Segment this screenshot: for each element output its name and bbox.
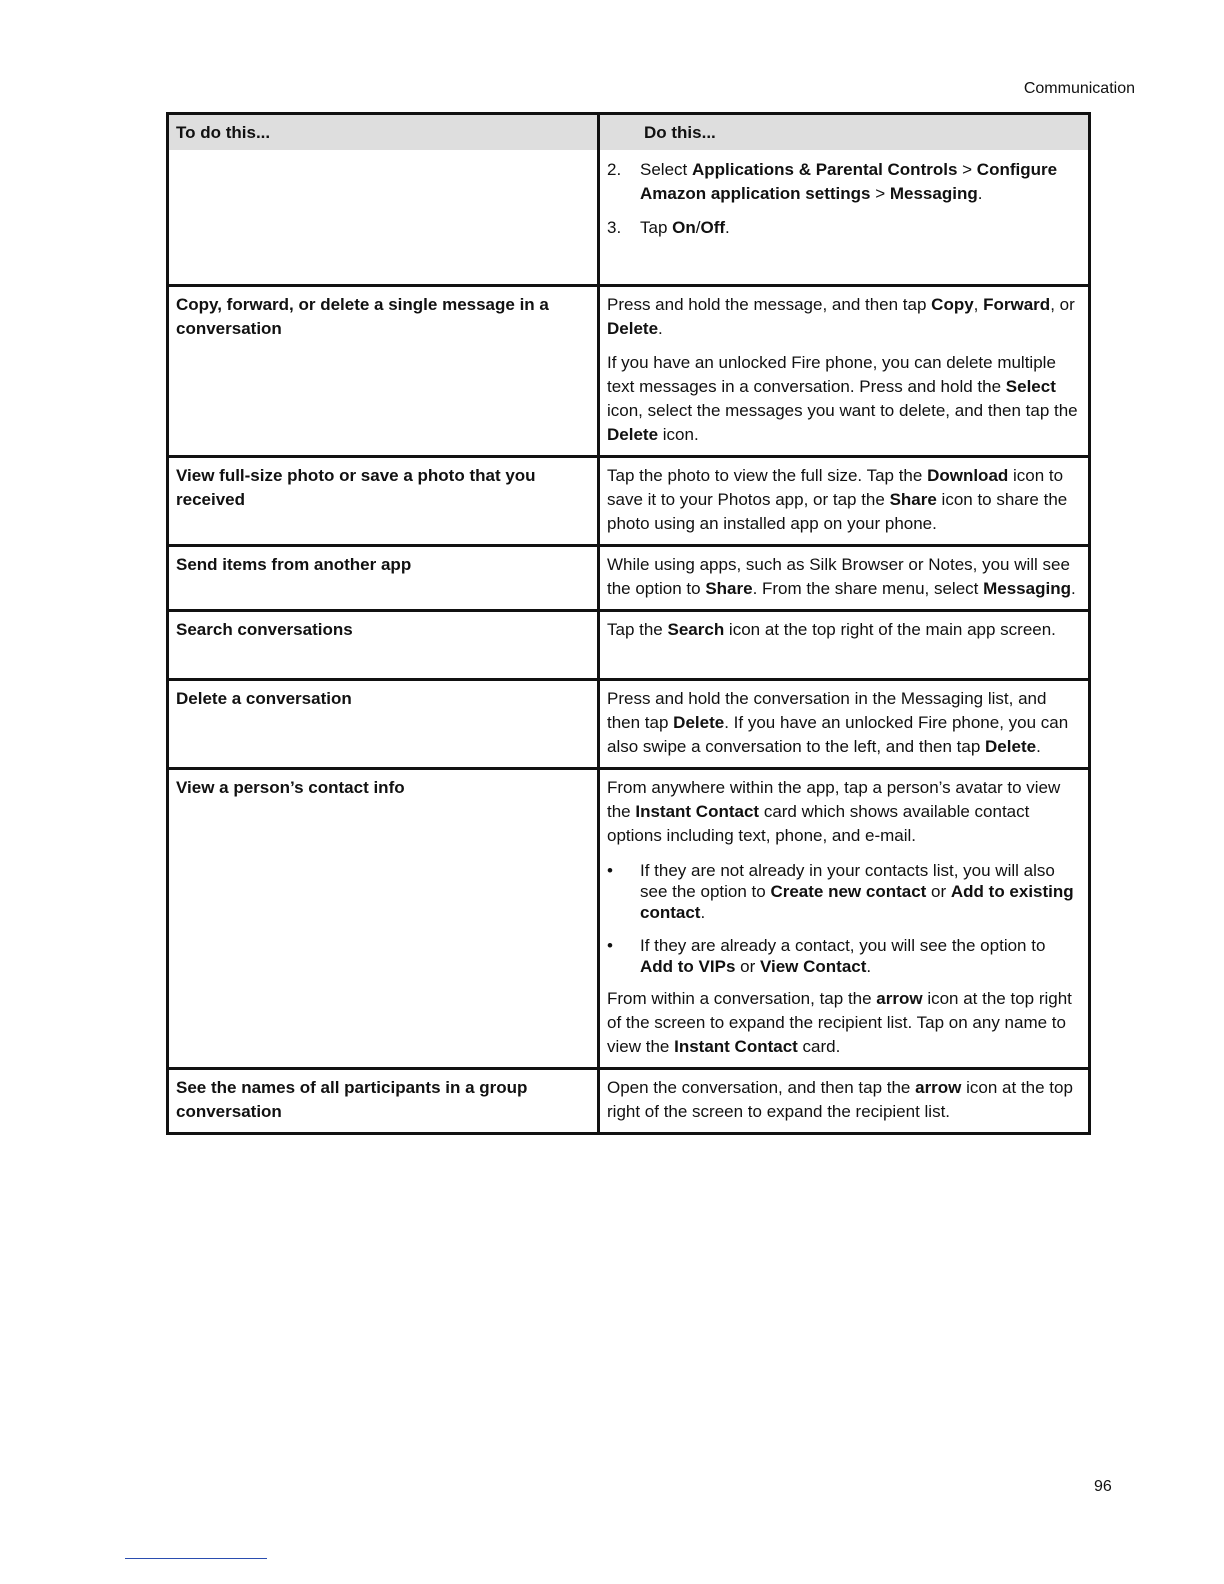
task-cell: Send items from another app	[168, 546, 599, 611]
numbered-step	[607, 158, 1082, 206]
table-row	[168, 286, 1090, 457]
instructions-table	[166, 112, 1091, 1135]
bullet-text: If they are not already in your contacts list, you will also see the option to Create new contact or Add to existing contact.	[640, 861, 1074, 922]
table-header-row	[168, 114, 1090, 151]
task-cell: See the names of all participants in a group conversation	[168, 1069, 599, 1134]
instruction-cell	[599, 457, 1090, 546]
instruction-cell	[599, 680, 1090, 769]
instruction-paragraph: Tap the Search icon at the top right of the main app screen.	[607, 620, 1056, 639]
instruction-paragraph: From within a conversation, tap the arrow icon at the top right of the screen to expand the recipient list. Tap on any name to view the Instant Contact card.	[607, 989, 1072, 1056]
step-text: Select Applications & Parental Controls > Configure Amazon application settings > Messaging.	[640, 160, 1058, 203]
footnote-divider	[125, 1558, 267, 1559]
instruction-paragraph: If you have an unlocked Fire phone, you can delete multiple text messages in a conversation. Press and hold the Select icon, select the messages you want to delete, and then tap the Delete icon.	[607, 353, 1078, 444]
instruction-cell	[599, 1069, 1090, 1134]
instruction-cell	[599, 611, 1090, 680]
instruction-paragraph: Tap the photo to view the full size. Tap the Download icon to save it to your Photos app, or tap the Share icon to share the photo using an installed app on your phone.	[607, 466, 1068, 533]
step-number: 2.	[607, 160, 622, 179]
table-row	[168, 150, 1090, 286]
instruction-paragraph: Open the conversation, and then tap the arrow icon at the top right of the screen to expand the recipient list.	[607, 1078, 1073, 1121]
bullet-mark: •	[607, 936, 613, 955]
table-row	[168, 1069, 1090, 1134]
column-header-todo: To do this...	[168, 114, 599, 151]
page-number: 96	[1094, 1478, 1112, 1495]
bullet-text: If they are already a contact, you will see the option to Add to VIPs or View Contact.	[640, 936, 1046, 976]
task-cell: View a person’s contact info	[168, 769, 599, 1069]
bullet-item	[607, 935, 1082, 977]
instruction-paragraph: From anywhere within the app, tap a person’s avatar to view the Instant Contact card which shows available contact options including text, phone, and e-mail.	[607, 778, 1061, 845]
numbered-step	[607, 216, 1082, 240]
bullet-item	[607, 860, 1082, 923]
table-row	[168, 680, 1090, 769]
task-cell	[168, 150, 599, 286]
instruction-paragraph: Press and hold the conversation in the Messaging list, and then tap Delete. If you have an unlocked Fire phone, you can also swipe a conversation to the left, and then tap Delete.	[607, 689, 1069, 756]
task-cell: Search conversations	[168, 611, 599, 680]
task-cell: Copy, forward, or delete a single message in a conversation	[168, 286, 599, 457]
instruction-cell	[599, 769, 1090, 1069]
table-row	[168, 546, 1090, 611]
step-number: 3.	[607, 218, 622, 237]
section-header: Communication	[1023, 80, 1135, 97]
task-cell: Delete a conversation	[168, 680, 599, 769]
step-text: Tap On/Off.	[640, 218, 730, 237]
table-row	[168, 769, 1090, 1069]
instruction-cell	[599, 150, 1090, 286]
bullet-mark: •	[607, 861, 613, 880]
instruction-paragraph: While using apps, such as Silk Browser or Notes, you will see the option to Share. From the share menu, select Messaging.	[607, 555, 1076, 598]
table-row	[168, 457, 1090, 546]
table-row	[168, 611, 1090, 680]
instruction-paragraph: Press and hold the message, and then tap Copy, Forward, or Delete.	[607, 295, 1075, 338]
instruction-cell	[599, 546, 1090, 611]
instruction-cell	[599, 286, 1090, 457]
column-header-dothis: Do this...	[599, 114, 1090, 151]
task-cell: View full-size photo or save a photo that you received	[168, 457, 599, 546]
